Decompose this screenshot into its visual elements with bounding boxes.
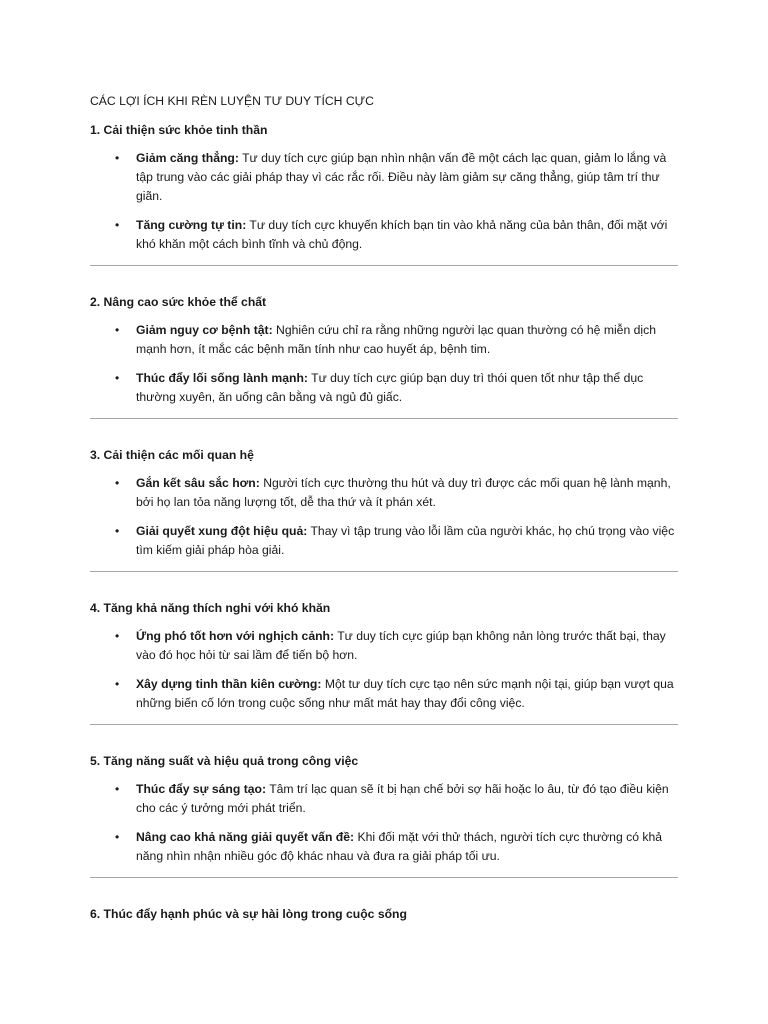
item-text: Một tư duy tích cực tạo nên sức mạnh nội tại, giúp bạn vượt qua những biến cố lớn trong cuộc sống như mất mát hay thay đổi công việc.	[136, 677, 674, 710]
section-mental-health	[90, 121, 678, 254]
section-heading: 1. Cải thiện sức khỏe tinh thần	[90, 123, 268, 137]
section-divider	[90, 418, 678, 419]
bullet-list	[90, 149, 678, 254]
section-productivity	[90, 752, 678, 866]
bullet-icon: •	[115, 830, 120, 844]
item-text: Tư duy tích cực giúp bạn nhìn nhận vấn đề một cách lạc quan, giảm lo lắng và tập trung vào các giải pháp thay vì các rắc rối. Điều này làm giảm sự căng thẳng, giúp tâm trí thư giãn.	[136, 151, 667, 203]
list-item	[90, 216, 678, 254]
item-text: Nghiên cứu chỉ ra rằng những người lạc quan thường có hệ miễn dịch mạnh hơn, ít mắc các bệnh mãn tính như cao huyết áp, bệnh tim.	[136, 323, 656, 356]
item-text: Tư duy tích cực giúp bạn không nản lòng trước thất bại, thay vào đó học hỏi từ sai lầm để tiến bộ hơn.	[136, 629, 666, 662]
list-item	[90, 780, 678, 818]
item-text: Thay vì tập trung vào lỗi lầm của người khác, họ chú trọng vào việc tìm kiếm giải pháp hòa giải.	[136, 524, 675, 557]
item-lead: Gắn kết sâu sắc hơn:	[136, 476, 260, 490]
section-relationships	[90, 446, 678, 560]
bullet-icon: •	[115, 218, 120, 232]
section-divider	[90, 724, 678, 725]
item-lead: Giảm nguy cơ bệnh tật:	[136, 323, 273, 337]
section-physical-health	[90, 293, 678, 407]
list-item	[90, 474, 678, 512]
section-adaptability	[90, 599, 678, 713]
item-lead: Giảm căng thẳng:	[136, 151, 239, 165]
item-text: Tâm trí lạc quan sẽ ít bị hạn chế bởi sợ hãi hoặc lo âu, từ đó tạo điều kiện cho các ý tưởng mới phát triển.	[136, 782, 669, 815]
section-heading: 3. Cải thiện các mối quan hệ	[90, 448, 254, 462]
list-item	[90, 522, 678, 560]
section-happiness	[90, 905, 678, 924]
bullet-icon: •	[115, 782, 120, 796]
bullet-icon: •	[115, 476, 120, 490]
item-lead: Ứng phó tốt hơn với nghịch cảnh:	[136, 629, 335, 643]
section-divider	[90, 265, 678, 266]
item-lead: Thúc đẩy sự sáng tạo:	[136, 782, 267, 796]
section-heading: 6. Thúc đẩy hạnh phúc và sự hài lòng trong cuộc sống	[90, 907, 407, 921]
document-page	[90, 92, 678, 933]
bullet-icon: •	[115, 629, 120, 643]
item-text: Tư duy tích cực khuyến khích bạn tin vào khả năng của bản thân, đối mặt với khó khăn một cách bình tĩnh và chủ động.	[136, 218, 668, 251]
list-item	[90, 369, 678, 407]
item-lead: Xây dựng tinh thần kiên cường:	[136, 677, 322, 691]
item-lead: Tăng cường tự tin:	[136, 218, 247, 232]
section-divider	[90, 571, 678, 572]
item-lead: Thúc đẩy lối sống lành mạnh:	[136, 371, 308, 385]
list-item	[90, 149, 678, 206]
list-item	[90, 828, 678, 866]
bullet-list	[90, 474, 678, 560]
bullet-icon: •	[115, 323, 120, 337]
list-item	[90, 627, 678, 665]
bullet-icon: •	[115, 151, 120, 165]
item-lead: Nâng cao khả năng giải quyết vấn đề:	[136, 830, 355, 844]
item-text: Khi đối mặt với thử thách, người tích cực thường có khả năng nhìn nhận nhiều góc độ khác nhau và đưa ra giải pháp tối ưu.	[136, 830, 663, 863]
section-divider	[90, 877, 678, 878]
document-title: CÁC LỢI ÍCH KHI RÈN LUYỆN TƯ DUY TÍCH CỰC	[90, 94, 374, 108]
item-text: Tư duy tích cực giúp bạn duy trì thói quen tốt như tập thể dục thường xuyên, ăn uống cân bằng và ngủ đủ giấc.	[136, 371, 644, 404]
item-text: Người tích cực thường thu hút và duy trì được các mối quan hệ lành mạnh, bởi họ lan tỏa năng lượng tốt, dễ tha thứ và ít phán xét.	[136, 476, 671, 509]
item-lead: Giải quyết xung đột hiệu quả:	[136, 524, 308, 538]
bullet-icon: •	[115, 524, 120, 538]
bullet-list	[90, 321, 678, 407]
section-heading: 2. Nâng cao sức khỏe thể chất	[90, 295, 267, 309]
bullet-list	[90, 780, 678, 866]
section-heading: 5. Tăng năng suất và hiệu quả trong công việc	[90, 754, 359, 768]
bullet-icon: •	[115, 677, 120, 691]
section-heading: 4. Tăng khả năng thích nghi với khó khăn	[90, 601, 331, 615]
list-item	[90, 675, 678, 713]
bullet-list	[90, 627, 678, 713]
list-item	[90, 321, 678, 359]
bullet-icon: •	[115, 371, 120, 385]
